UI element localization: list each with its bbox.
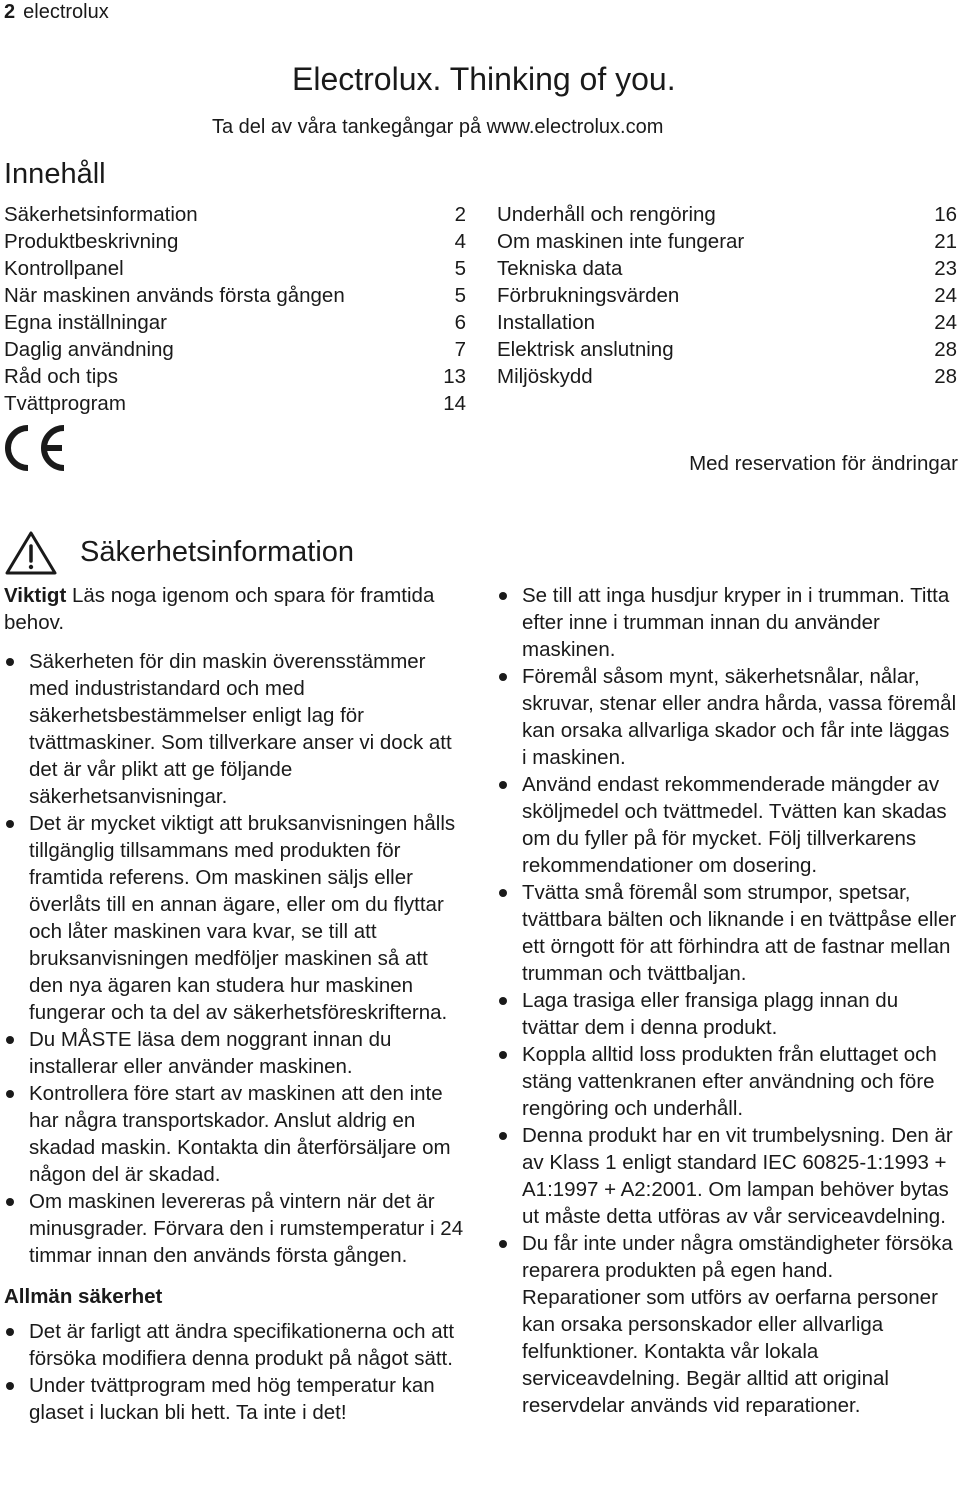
list-item: Du MÅSTE läsa dem noggrant innan du installerar eller använder maskinen.: [4, 1026, 466, 1080]
list-item: Säkerheten för din maskin överensstämmer med industristandard och med säkerhetsbestämmelser enligt lag för tvättmaskiner. Som tillverkare anser vi dock att det är vår plikt att ge följande säkerhetsanvisningar.: [4, 648, 466, 810]
toc-entry: [497, 228, 957, 255]
list-item: Laga trasiga eller fransiga plagg innan du tvättar dem i denna produkt.: [497, 987, 957, 1041]
toc-entry-page: 28: [934, 365, 957, 388]
toc-entry: [497, 201, 957, 228]
toc-entry: [4, 309, 466, 336]
toc-entry-page: 5: [454, 284, 466, 307]
page-number: 2: [4, 1, 16, 23]
general-safety-heading: Allmän säkerhet: [4, 1285, 163, 1308]
toc-entry: [4, 282, 466, 309]
toc-entry-label: Tvättprogram: [4, 392, 126, 415]
list-item: Det är farligt att ändra specifikationerna och att försöka modifiera denna produkt på något sätt.: [4, 1318, 466, 1372]
brand-slogan: Electrolux. Thinking of you.: [292, 61, 676, 97]
toc-entry-label: Daglig användning: [4, 338, 174, 361]
safety-left-column: [4, 582, 466, 1426]
toc-entry-page: 14: [443, 392, 466, 415]
general-safety-list: [4, 1318, 466, 1426]
toc-entry-label: Om maskinen inte fungerar: [497, 230, 745, 253]
list-item: Kontrollera före start av maskinen att den inte har några transportskador. Anslut aldrig en skadad maskin. Kontakta din återförsäljare om någon del är skadad.: [4, 1080, 466, 1188]
toc-entry: [4, 390, 466, 417]
toc-entry-page: 5: [454, 257, 466, 280]
toc-entry-page: 6: [454, 311, 466, 334]
safety-right-column: [497, 582, 957, 1419]
important-text: Läs noga igenom och spara för framtida behov.: [4, 584, 435, 634]
list-item: Du får inte under några omständigheter försöka reparera produkten på egen hand. Reparationer som utförs av oerfarna personer kan orsaka personskador eller allvarliga felfunktioner. Kontakta vår lokala serviceavdelning. Begär alltid att original reservdelar används vid reparationer.: [497, 1230, 957, 1419]
list-item: Se till att inga husdjur kryper in i trumman. Titta efter inne i trumman innan du använder maskinen.: [497, 582, 957, 663]
toc-left-column: [4, 201, 466, 417]
list-item: Tvätta små föremål som strumpor, spetsar, tvättbara bälten och liknande i en tvättpåse eller ett örngott för att förhindra att de fastnar mellan trumman och tvättbaljan.: [497, 879, 957, 987]
toc-entry-label: Kontrollpanel: [4, 257, 124, 280]
toc-entry-label: Säkerhetsinformation: [4, 203, 198, 226]
list-item: Denna produkt har en vit trumbelysning. Den är av Klass 1 enligt standard IEC 60825-1:1993 + A1:1997 + A2:2001. Om lampan behöver bytas ut måste detta utföras av vår serviceavdelning.: [497, 1122, 957, 1230]
reservation-note: Med reservation för ändringar: [689, 452, 958, 475]
toc-entry: [497, 363, 957, 390]
list-item: Om maskinen levereras på vintern när det är minusgrader. Förvara den i rumstemperatur i 24 timmar innan den används första gången.: [4, 1188, 466, 1269]
toc-entry: [4, 363, 466, 390]
page-header: [4, 0, 109, 24]
toc-entry-label: Elektrisk anslutning: [497, 338, 674, 361]
safety-bullet-list-right: [497, 582, 957, 1419]
toc-entry: [4, 228, 466, 255]
safety-bullet-list: [4, 648, 466, 1269]
toc-entry-label: När maskinen används första gången: [4, 284, 345, 307]
toc-entry-page: 24: [934, 311, 957, 334]
toc-entry-label: Miljöskydd: [497, 365, 593, 388]
list-item: Koppla alltid loss produkten från eluttaget och stäng vattenkranen efter användning och före rengöring och underhåll.: [497, 1041, 957, 1122]
toc-entry-label: Egna inställningar: [4, 311, 167, 334]
toc-entry-page: 4: [454, 230, 466, 253]
important-note: [4, 582, 466, 636]
toc-entry-page: 7: [454, 338, 466, 361]
toc-entry: [497, 255, 957, 282]
toc-entry-label: Underhåll och rengöring: [497, 203, 716, 226]
toc-heading: Innehåll: [4, 158, 106, 190]
list-item: Under tvättprogram med hög temperatur kan glaset i luckan bli hett. Ta inte i det!: [4, 1372, 466, 1426]
toc-right-column: [497, 201, 957, 390]
tagline: Ta del av våra tankegångar på www.electrolux.com: [212, 116, 664, 138]
header-brand: electrolux: [23, 1, 109, 23]
toc-entry-label: Förbrukningsvärden: [497, 284, 680, 307]
toc-entry-page: 23: [934, 257, 957, 280]
toc-entry: [4, 336, 466, 363]
important-label: Viktigt: [4, 584, 67, 607]
toc-entry-page: 24: [934, 284, 957, 307]
toc-entry-page: 21: [934, 230, 957, 253]
toc-entry-page: 28: [934, 338, 957, 361]
list-item: Det är mycket viktigt att bruksanvisningen hålls tillgänglig tillsammans med produkten för framtida referens. Om maskinen säljs eller överlåts till en annan ägare, eller om du flyttar och låter maskinen vara kvar, se till att bruksanvisningen medföljer maskinen så att den nya ägaren kan studera hur maskinen fungerar och ta del av säkerhetsföreskrifterna.: [4, 810, 466, 1026]
toc-entry-page: 16: [934, 203, 957, 226]
toc-entry-label: Produktbeskrivning: [4, 230, 179, 253]
toc-entry-label: Installation: [497, 311, 596, 334]
warning-triangle-icon: [4, 530, 58, 576]
toc-entry: [4, 201, 466, 228]
toc-entry: [497, 282, 957, 309]
safety-heading: Säkerhetsinformation: [80, 536, 355, 568]
toc-entry: [4, 255, 466, 282]
toc-entry-page: 2: [454, 203, 466, 226]
toc-entry: [497, 309, 957, 336]
toc-entry-label: Tekniska data: [497, 257, 623, 280]
ce-mark-icon: [4, 424, 68, 472]
list-item: Föremål såsom mynt, säkerhetsnålar, nålar, skruvar, stenar eller andra hårda, vassa föremål kan orsaka allvarliga skador och får inte läggas i maskinen.: [497, 663, 957, 771]
toc-entry-page: 13: [443, 365, 466, 388]
toc-entry: [497, 336, 957, 363]
toc-entry-label: Råd och tips: [4, 365, 118, 388]
list-item: Använd endast rekommenderade mängder av sköljmedel och tvättmedel. Tvätten kan skadas om du fyller på för mycket. Följ tillverkarens rekommendationer om dosering.: [497, 771, 957, 879]
